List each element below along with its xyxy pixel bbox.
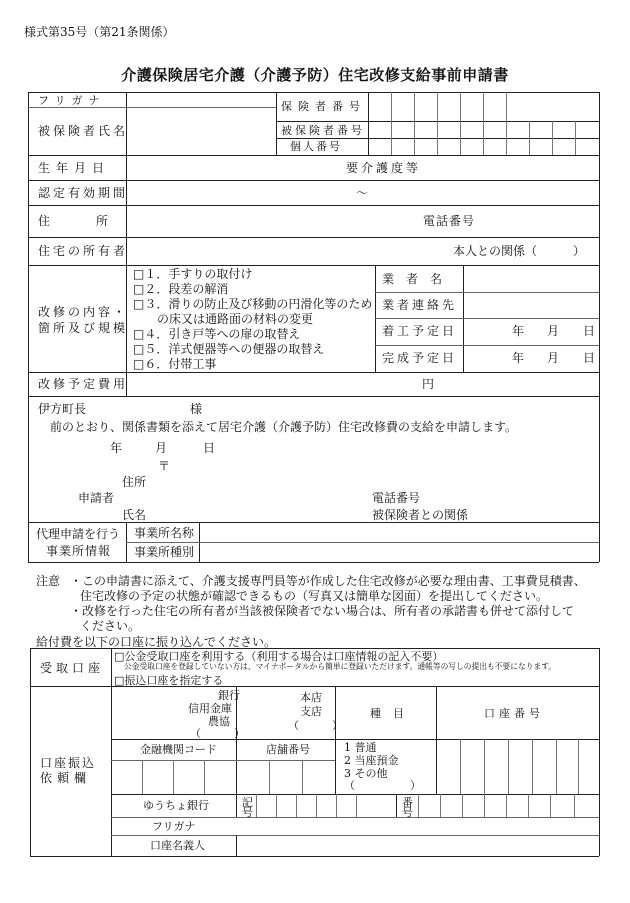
date-day: 日 [203, 441, 216, 455]
kigou-label-2: 号 [242, 806, 253, 819]
renovation-item[interactable]: □３．滑りの防止及び移動の円滑化等のため [133, 297, 373, 311]
personal-number-label: 個人番号 [290, 140, 342, 153]
bango-label-2: 号 [402, 806, 413, 819]
applicant-phone-label: 電話番号 [372, 491, 421, 505]
end-year: 年 [512, 351, 525, 365]
start-month: 月 [547, 324, 560, 338]
renovation-item[interactable]: □４．引き戸等への扉の取替え [133, 327, 301, 341]
insurer-number-label: 保険者番号 [281, 100, 366, 113]
office-type-label: 事業所種別 [134, 545, 195, 559]
branch-type-paren: （ ） [288, 719, 343, 732]
kind-label: 種目 [370, 707, 416, 720]
validity-separator: 〜 [356, 186, 369, 200]
renovation-item[interactable]: □２．段差の解消 [133, 282, 229, 296]
bank-type-nokyo: 農協 [208, 715, 230, 728]
care-level-label: 要介護度等 [346, 161, 422, 175]
holder-furigana-label: フリガナ [152, 820, 196, 833]
branch-type-branch: 支店 [300, 705, 322, 718]
contractor-contact-label: 業者連絡先 [382, 298, 458, 312]
public-account-option[interactable]: □公金受取口座を利用する（利用する場合は口座情報の記入不要） [114, 650, 444, 663]
birth-label: 生年月日 [38, 161, 111, 175]
agent-label-2: 事業所情報 [46, 544, 112, 558]
notes-line-1: ・この申請書に添えて、介護支援専門員等が作成した住宅改修が必要な理由書、工事費見積書、 [70, 574, 586, 588]
date-year: 年 [110, 441, 123, 455]
notes-line-2: 住宅改修の予定の状態が確認できるもの（写真又は簡単な図面）を提出してください。 [80, 589, 549, 603]
postal-mark: 〒 [158, 459, 171, 473]
addressee-sama: 様 [190, 402, 203, 416]
form-number: 様式第35号（第21条関係） [24, 25, 175, 39]
end-month: 月 [547, 351, 560, 365]
notes-head: 注意 [36, 574, 61, 588]
applicant-name-label: 氏名 [122, 508, 147, 522]
applicant-relation-label: 被保険者との関係 [372, 508, 469, 522]
bank-type-shinkin: 信用金庫 [188, 702, 232, 715]
furigana-label: フリガナ [38, 94, 106, 107]
validity-label: 認定有効期間 [38, 186, 129, 200]
account-number-label: 口座番号 [484, 707, 544, 720]
notes-line-4: ください。 [80, 619, 141, 633]
kind-option[interactable]: 2 当座預金 [344, 754, 399, 767]
bank-code-label: 金融機関コード [140, 743, 217, 756]
renovation-label-2: 箇所及び規模 [38, 321, 129, 335]
addressee: 伊方町長 [38, 402, 87, 416]
bank-type-paren: （ ） [190, 727, 245, 740]
renovation-label-1: 改修の内容・ [38, 305, 129, 319]
start-day: 日 [583, 324, 596, 338]
bango-label-1: 番 [402, 796, 413, 809]
start-year: 年 [512, 324, 525, 338]
public-account-note: 公金受取口座を登録していない方は、マイナポータルから簡単に登録いただけます。通帳等の写しの提出も不要になります。 [124, 663, 557, 672]
yucho-label: ゆうちょ銀行 [143, 799, 209, 812]
office-name-label: 事業所名称 [134, 526, 195, 540]
insured-number-label: 被保険者番号 [281, 124, 365, 137]
transfer-label-2: 依頼欄 [40, 771, 92, 785]
holder-name-label: 口座名義人 [150, 839, 205, 852]
end-date-label: 完成予定日 [382, 351, 458, 365]
kind-option[interactable]: 3 その他 [344, 767, 388, 780]
start-date-label: 着工予定日 [382, 324, 458, 338]
application-statement: 前のとおり、関係書類を添えて居宅介護（介護予防）住宅改修費の支給を申請します。 [50, 420, 518, 434]
branch-type-main: 本店 [300, 691, 322, 704]
phone-label: 電話番号 [423, 214, 476, 228]
page-title: 介護保険居宅介護（介護予防）住宅改修支給事前申請書 [121, 66, 509, 84]
owner-relation-label: 本人との関係（ ） [453, 244, 586, 258]
kigou-label-1: 記 [242, 796, 253, 809]
kind-option-other-paren: （ ） [344, 779, 421, 792]
renovation-item[interactable]: □１．手すりの取付け [133, 267, 253, 281]
kind-option[interactable]: 1 普通 [344, 741, 377, 754]
renovation-item: の床又は通路面の材料の変更 [133, 312, 314, 326]
date-month: 月 [155, 441, 168, 455]
branch-code-label: 店舗番号 [266, 743, 310, 756]
address-label: 住所 [38, 214, 155, 228]
bank-intro: 給付費を以下の口座に振り込んでください。 [36, 635, 277, 649]
bank-type-bank: 銀行 [218, 689, 240, 702]
cost-label: 改修予定費用 [38, 377, 129, 391]
transfer-label-1: 口座振込 [40, 756, 97, 770]
renovation-item[interactable]: □５．洋式便器等への便器の取替え [133, 342, 325, 356]
contractor-label: 業者名 [382, 272, 455, 286]
insured-name-label: 被保険者氏名 [38, 124, 129, 138]
agent-label-1: 代理申請を行う [36, 527, 121, 541]
insured-name-field[interactable] [127, 108, 275, 154]
yen-unit: 円 [422, 377, 435, 391]
notes-line-3: ・改修を行った住宅の所有者が当該被保険者でない場合は、所有者の承諾書も併せて添付して [70, 604, 575, 618]
owner-label: 住宅の所有者 [38, 244, 129, 258]
renovation-item[interactable]: □６．付帯工事 [133, 357, 217, 371]
applicant-label: 申請者 [78, 491, 115, 505]
end-day: 日 [583, 351, 596, 365]
designate-account-option[interactable]: □振込口座を指定する [114, 674, 224, 687]
applicant-address-label: 住所 [122, 475, 147, 489]
receive-account-label: 受取口座 [40, 661, 105, 675]
